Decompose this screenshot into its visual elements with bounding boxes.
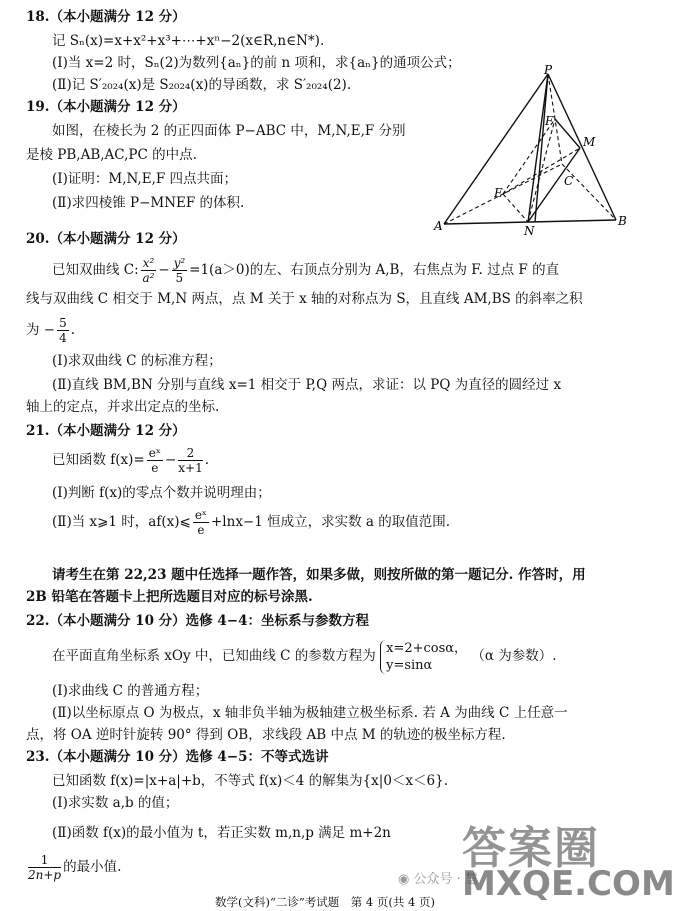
q21-part1: (Ⅰ)判断 f(x)的零点个数并说明理由； [52,485,271,501]
q23-part1: (Ⅰ)求实数 a,b 的值； [52,795,179,811]
q22-heading: 22.（本小题满分 10 分）选修 4−4：坐标系与参数方程 [26,613,369,629]
q19-heading: 19.（本小题满分 12 分） [26,99,186,115]
vertex-label-f: F [545,114,554,128]
q22-line1: 在平面直角坐标系 xOy 中，已知曲线 C 的参数方程为 x=2+cosα， y=sinα （α 为参数）. [52,640,557,673]
q18-part1: (Ⅰ)当 x=2 时，Sₙ(2)为数列{aₙ}的前 n 项和，求{aₙ}的通项公式； [52,55,461,71]
q23-heading: 23.（本小题满分 10 分）选修 4−5：不等式选讲 [26,749,329,765]
vertex-label-c: C [564,174,574,188]
q23-line1: 已知函数 f(x)=|x+a|+b，不等式 f(x)＜4 的解集为{x|0＜x＜6}. [52,773,449,789]
q23-line4: $\frac{1}{2n+p}$ 的最小值. [28,853,122,882]
q18-line1: 记 Sₙ(x)=x+x²+x³+⋯+xⁿ−2(x∈R,n∈N*). [52,33,325,49]
parametric-system: x=2+cosα， y=sinα [380,640,467,674]
page-footer: 数学(文科)“二诊”考试题 第 4 页(共 4 页) [215,895,435,909]
elective-notice-line2: 2B 铅笔在答题卡上把所选题目对应的标号涂黑. [26,589,313,605]
q20-line1: 已知双曲线 C: $\frac{\text{x²}}{\text{a²}}$ − $\frac{\text{y²}}{5}$ =1(a＞0)的左、右顶点分别为 A,B，右焦点为 F. 过点 F 的直 [52,256,560,285]
q19-line1: 如图，在棱长为 2 的正四面体 P−ABC 中，M,N,E,F 分别 [52,123,406,139]
q18-part2: (Ⅱ)记 S′₂₀₂₄(x)是 S₂₀₂₄(x)的导函数，求 S′₂₀₂₄(2). [52,77,352,93]
tetrahedron-figure [430,62,630,237]
q18-heading: 18.（本小题满分 12 分） [26,9,186,25]
q23-part2: (Ⅱ)函数 f(x)的最小值为 t，若正实数 m,n,p 满足 m+2n [52,825,391,841]
watermark-site: MXQE.COM [462,864,675,904]
vertex-label-b: B [618,214,627,228]
wechat-icon: ◉ [398,872,414,887]
q20-line2: 线与双曲线 C 相交于 M,N 两点，点 M 关于 x 轴的对称点为 S，且直线 AM,BS 的斜率之积 [26,291,583,307]
q19-line2: 是棱 PB,AB,AC,PC 的中点. [26,147,197,163]
q20-part1: (Ⅰ)求双曲线 C 的标准方程； [52,353,222,369]
q20-heading: 20.（本小题满分 12 分） [26,231,186,247]
vertex-label-n: N [524,224,535,238]
watermark-wechat: ◉ 公众号 · 慧 [398,872,478,887]
vertex-label-e: E [494,186,503,200]
elective-notice-line1: 请考生在第 22,23 题中任选择一题作答，如果多做，则按所做的第一题记分. 作答时，用 [52,567,586,583]
q22-part2: (Ⅱ)以坐标原点 O 为极点，x 轴非负半轴为极轴建立极坐标系. 若 A 为曲线 C 上任意一 [52,705,568,721]
q20-line3: 为 − $\frac{5}{4}$ . [26,316,76,345]
watermark-logo: 答案圈 [462,823,600,874]
q19-part1: (Ⅰ)证明：M,N,E,F 四点共面； [52,171,238,187]
vertex-label-a: A [434,219,443,233]
q21-part2: (Ⅱ)当 x⩾1 时，af(x)⩽ $\frac{\text{eˣ}}{e}$ +lnx−1 恒成立，求实数 a 的取值范围. [52,508,451,537]
q21-heading: 21.（本小题满分 12 分） [26,423,186,439]
q20-part2: (Ⅱ)直线 BM,BN 分别与直线 x=1 相交于 P,Q 两点，求证：以 PQ 为直径的圆经过 x [52,377,562,393]
q20-line6: 轴上的定点，并求出定点的坐标. [26,399,220,415]
vertex-label-m: M [583,135,596,149]
q21-line1: 已知函数 f(x)= $\frac{\text{eˣ}}{e}$ − $\frac{2}{x+1}$ . [52,446,210,475]
vertex-label-p: P [544,63,553,77]
q22-part1: (Ⅰ)求曲线 C 的普通方程； [52,683,209,699]
q22-line4: 点，将 OA 逆时针旋转 90° 得到 OB，求线段 AB 中点 M 的轨迹的极坐标方程. [26,727,506,743]
q19-part2: (Ⅱ)求四棱锥 P−MNEF 的体积. [52,195,245,211]
